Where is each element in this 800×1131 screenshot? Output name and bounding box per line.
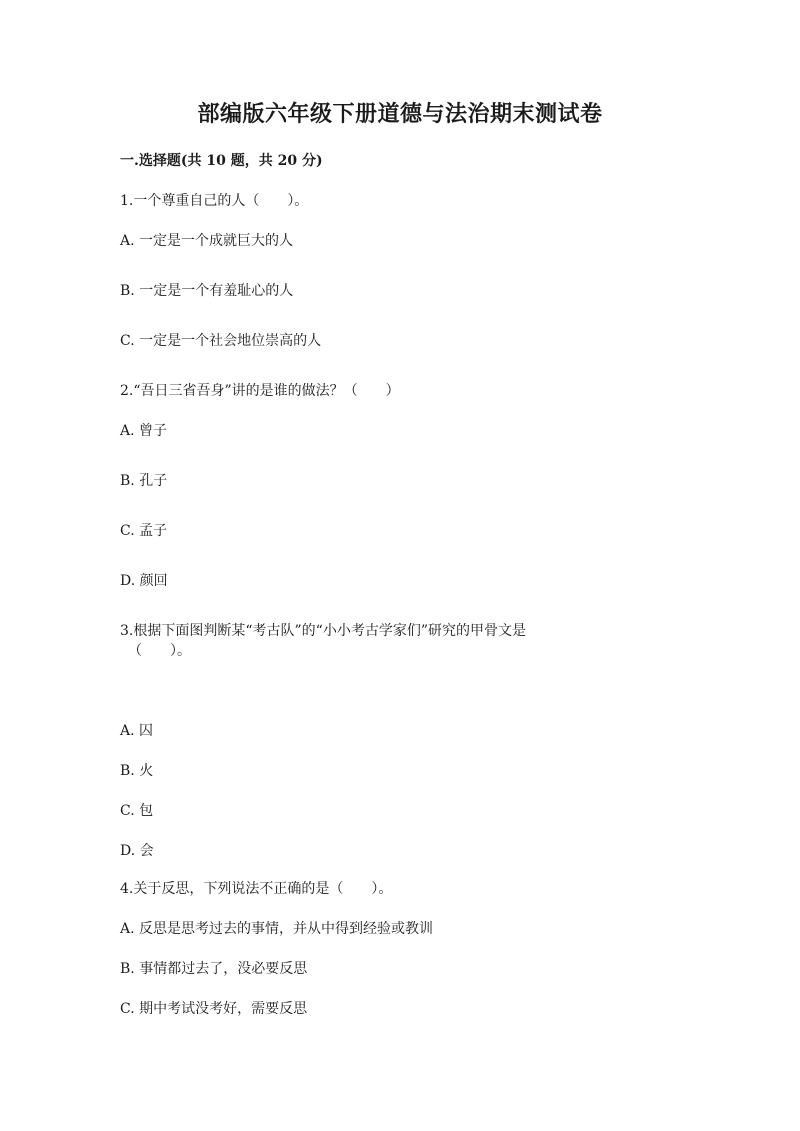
question-3-stem: 3.根据下面图判断某“考古队”的“小小考古学家们”研究的甲骨文是 <box>120 623 526 639</box>
question-2-stem: 2.“吾日三省吾身”讲的是谁的做法？（ ） <box>120 383 400 399</box>
question-2-option-b: B. 孔子 <box>120 473 168 489</box>
question-3-option-c: C. 包 <box>120 803 154 819</box>
question-4-stem: 4.关于反思，下列说法不正确的是（ ）。 <box>120 881 393 897</box>
question-4-option-c: C. 期中考试没考好，需要反思 <box>120 1001 308 1017</box>
question-2-option-a: A. 曾子 <box>120 423 168 439</box>
question-2-option-c: C. 孟子 <box>120 523 168 539</box>
question-4-option-b: B. 事情都过去了，没必要反思 <box>120 961 308 977</box>
question-3-option-a: A. 囚 <box>120 723 154 739</box>
page-title: 部编版六年级下册道德与法治期末测试卷 <box>197 101 603 127</box>
question-1-option-c: C. 一定是一个社会地位崇高的人 <box>120 333 322 349</box>
question-3-option-d: D. 会 <box>120 843 154 859</box>
question-3-stem-continued: （ ）。 <box>128 643 191 659</box>
question-1-option-b: B. 一定是一个有羞耻心的人 <box>120 283 294 299</box>
question-1-option-a: A. 一定是一个成就巨大的人 <box>120 233 294 249</box>
question-1-stem: 1.一个尊重自己的人（ ）。 <box>120 193 309 209</box>
question-4-option-a: A. 反思是思考过去的事情，并从中得到经验或教训 <box>120 921 434 937</box>
question-3-option-b: B. 火 <box>120 763 154 779</box>
section-heading: 一.选择题(共 10 题，共 20 分) <box>120 153 323 169</box>
question-2-option-d: D. 颜回 <box>120 573 168 589</box>
